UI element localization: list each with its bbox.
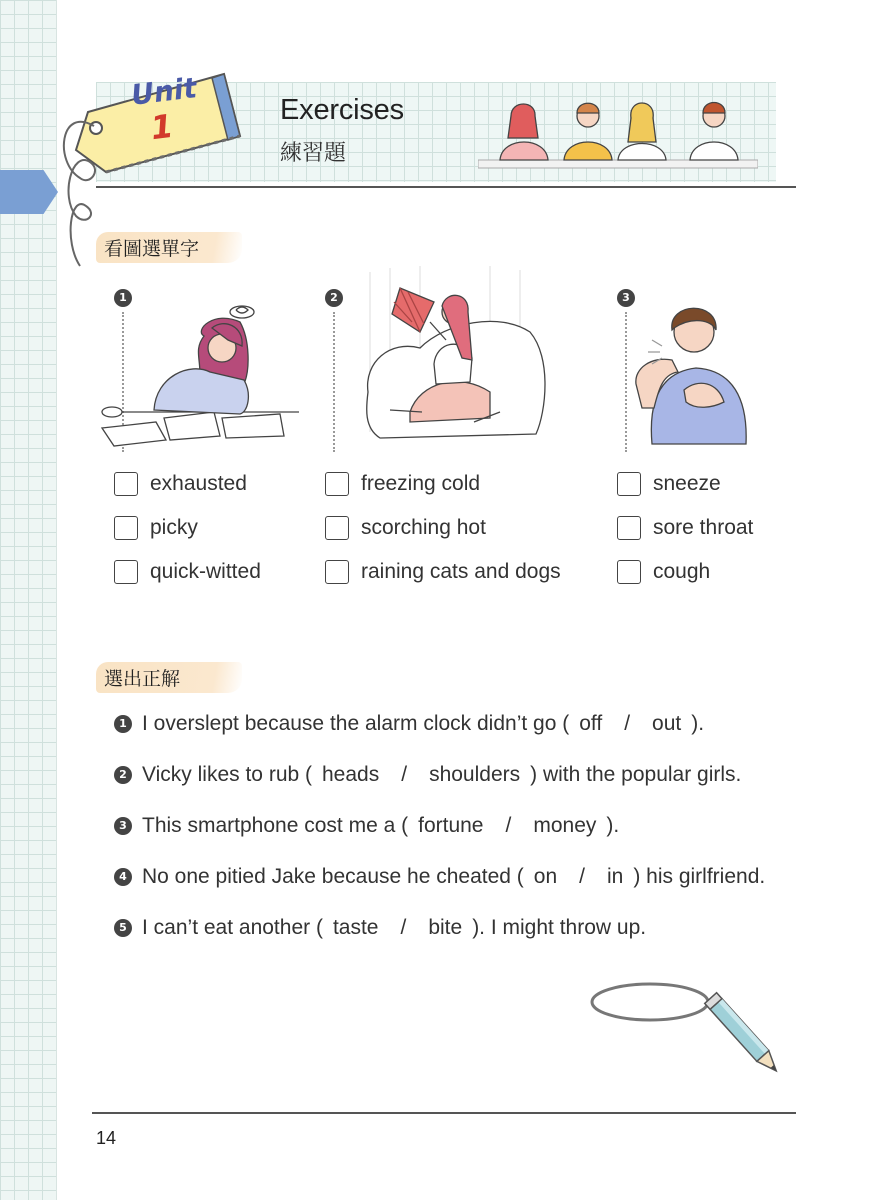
pencil-circle-doodle-icon — [586, 978, 796, 1088]
question-3 — [114, 814, 619, 838]
checkbox[interactable] — [325, 560, 349, 584]
choice-a[interactable]: off — [579, 712, 603, 735]
checkbox[interactable] — [114, 472, 138, 496]
question-5 — [114, 916, 646, 940]
unit-label: Unit — [129, 71, 199, 112]
item-number-badge: 3 — [617, 289, 635, 307]
exhausted-woman-illustration — [94, 300, 304, 450]
question-stem: I can’t eat another ( — [142, 916, 323, 939]
option-label: sore throat — [653, 516, 754, 539]
option-label: freezing cold — [361, 472, 481, 495]
choice-b[interactable]: in — [606, 865, 624, 888]
option-label: raining cats and dogs — [361, 560, 561, 583]
page-number: 14 — [96, 1128, 117, 1148]
option-picky[interactable] — [114, 516, 198, 540]
dotted-line — [333, 312, 335, 452]
question-stem: No one pitied Jake because he cheated ( — [142, 865, 524, 888]
choice-a[interactable]: on — [533, 865, 558, 888]
dotted-line — [625, 312, 627, 452]
choice-separator: / — [505, 814, 512, 837]
option-scorching-hot[interactable] — [325, 516, 486, 540]
option-label: picky — [150, 516, 198, 539]
question-number-badge: 2 — [114, 766, 132, 784]
option-label: cough — [653, 560, 711, 583]
unit-number: 1 — [148, 106, 176, 148]
option-exhausted[interactable] — [114, 472, 247, 496]
choice-b[interactable]: bite — [428, 916, 463, 939]
choice-separator: / — [624, 712, 631, 735]
option-quick-witted[interactable] — [114, 560, 261, 584]
choice-separator: / — [579, 865, 585, 888]
page-title: Exercises — [280, 94, 404, 126]
question-stem: I overslept because the alarm clock didn’t go ( — [142, 712, 570, 735]
choice-b[interactable]: out — [652, 712, 682, 735]
students-studying-illustration — [478, 98, 758, 180]
checkbox[interactable] — [617, 472, 641, 496]
question-ending: ) with the popular girls. — [530, 763, 742, 786]
question-ending: ). — [606, 814, 620, 837]
question-stem: Vicky likes to rub ( — [142, 763, 312, 786]
checkbox[interactable] — [617, 516, 641, 540]
checkbox[interactable] — [325, 472, 349, 496]
choice-a[interactable]: fortune — [418, 814, 484, 837]
option-sore-throat[interactable] — [617, 516, 753, 540]
footer-rule — [92, 1112, 796, 1114]
question-number-badge: 4 — [114, 868, 132, 886]
checkbox[interactable] — [325, 516, 349, 540]
choice-a[interactable]: taste — [332, 916, 379, 939]
option-label: sneeze — [653, 472, 721, 495]
choice-b[interactable]: shoulders — [429, 763, 521, 786]
question-number-badge: 3 — [114, 817, 132, 835]
hot-woman-with-fan-illustration — [350, 262, 550, 452]
question-2 — [114, 763, 741, 787]
choice-separator: / — [400, 916, 407, 939]
checkbox[interactable] — [617, 560, 641, 584]
option-label: scorching hot — [361, 516, 486, 539]
section-vocab-label: 看圖選單字 — [96, 232, 242, 263]
checkbox[interactable] — [114, 516, 138, 540]
choice-separator: / — [401, 763, 408, 786]
option-cough[interactable] — [617, 560, 710, 584]
question-ending: ). I might throw up. — [472, 916, 647, 939]
question-stem: This smartphone cost me a ( — [142, 814, 409, 837]
choice-a[interactable]: heads — [322, 763, 380, 786]
option-freezing-cold[interactable] — [325, 472, 480, 496]
coughing-man-illustration — [632, 298, 762, 448]
option-sneeze[interactable] — [617, 472, 721, 496]
option-label: exhausted — [150, 472, 247, 495]
section-choice-label: 選出正解 — [96, 662, 242, 693]
checkbox[interactable] — [114, 560, 138, 584]
question-ending: ). — [691, 712, 705, 735]
item-number-badge: 2 — [325, 289, 343, 307]
option-label: quick-witted — [150, 560, 261, 583]
item-number-badge: 1 — [114, 289, 132, 307]
question-number-badge: 1 — [114, 715, 132, 733]
question-4 — [114, 865, 765, 889]
question-1 — [114, 712, 704, 736]
option-raining-cats-and-dogs[interactable] — [325, 560, 561, 584]
choice-b[interactable]: money — [533, 814, 597, 837]
question-number-badge: 5 — [114, 919, 132, 937]
page-subtitle: 練習題 — [280, 141, 347, 166]
question-ending: ) his girlfriend. — [633, 865, 766, 888]
